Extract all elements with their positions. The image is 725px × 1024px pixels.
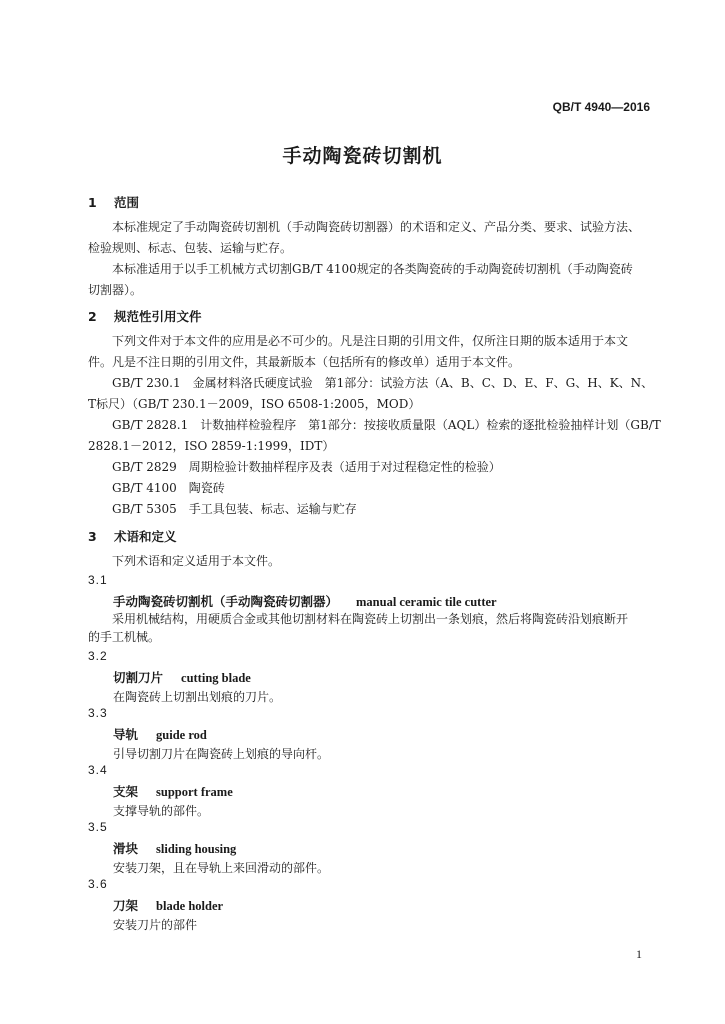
term-definition: 安装刀片的部件 — [113, 918, 198, 932]
term-definition: 的手工机械。 — [88, 630, 161, 644]
standard-code: QB/T 4940—2016 — [552, 100, 650, 114]
paragraph-line: 本标准适用于以手工机械方式切割GB/T 4100规定的各类陶瓷砖的手动陶瓷砖切割机（手动陶瓷砖 — [112, 262, 633, 276]
term-zh: 切割刀片 — [113, 670, 164, 685]
term-name — [113, 896, 223, 914]
term-number: 3.2 — [88, 649, 108, 663]
page-number: 1 — [636, 947, 642, 961]
section-number: 2 — [88, 309, 97, 324]
term-en: manual ceramic tile cutter — [356, 595, 497, 609]
term-en: cutting blade — [181, 671, 251, 685]
term-definition: 在陶瓷砖上切割出划痕的刀片。 — [113, 690, 282, 704]
term-definition: 支撑导轨的部件。 — [113, 804, 210, 818]
reference-line: 2828.1－2012，ISO 2859-1:1999，IDT） — [88, 439, 335, 453]
section-number: 1 — [88, 195, 97, 210]
term-number: 3.6 — [88, 877, 108, 891]
term-en: support frame — [156, 785, 233, 799]
term-name — [113, 782, 233, 800]
reference-line: GB/T 4100 陶瓷砖 — [112, 481, 225, 495]
term-definition: 采用机械结构，用硬质合金或其他切割材料在陶瓷砖上切割出一条划痕，然后将陶瓷砖沿划痕断开 — [112, 612, 629, 626]
paragraph-line: 下列术语和定义适用于本文件。 — [112, 554, 281, 568]
paragraph-line: 检验规则、标志、包装、运输与贮存。 — [88, 241, 293, 255]
term-definition: 安装刀架，且在导轨上来回滑动的部件。 — [113, 861, 330, 875]
term-number: 3.5 — [88, 820, 108, 834]
paragraph-line: 本标准规定了手动陶瓷砖切割机（手动陶瓷砖切割器）的术语和定义、产品分类、要求、试验方法、 — [112, 220, 641, 234]
term-zh: 滑块 — [113, 841, 139, 856]
term-name — [113, 839, 236, 857]
reference-line: GB/T 2829 周期检验计数抽样程序及表（适用于对过程稳定性的检验） — [112, 460, 501, 474]
term-number: 3.1 — [88, 573, 108, 587]
term-name — [113, 592, 497, 610]
term-number: 3.4 — [88, 763, 108, 777]
term-zh: 导轨 — [113, 727, 139, 742]
section-3-heading — [88, 527, 177, 545]
section-title: 术语和定义 — [114, 529, 177, 544]
term-name — [113, 668, 251, 686]
section-title: 范围 — [114, 195, 140, 210]
section-1-heading — [88, 193, 139, 211]
term-definition: 引导切割刀片在陶瓷砖上划痕的导向杆。 — [113, 747, 330, 761]
term-zh: 刀架 — [113, 898, 139, 913]
term-en: guide rod — [156, 728, 207, 742]
document-title: 手动陶瓷砖切割机 — [282, 145, 443, 167]
term-en: blade holder — [156, 899, 224, 913]
reference-line: GB/T 2828.1 计数抽样检验程序 第1部分：按接收质量限（AQL）检索的逐批检验抽样计划（GB/T — [112, 418, 661, 432]
term-name — [113, 725, 207, 743]
section-2-heading — [88, 307, 202, 325]
term-en: sliding housing — [156, 842, 237, 856]
paragraph-line: 件。凡是不注日期的引用文件，其最新版本（包括所有的修改单）适用于本文件。 — [88, 355, 521, 369]
reference-line: GB/T 230.1 金属材料洛氏硬度试验 第1部分：试验方法（A、B、C、D、E、F、G、H、K、N、 — [112, 376, 654, 390]
section-title: 规范性引用文件 — [114, 309, 202, 324]
term-number: 3.3 — [88, 706, 108, 720]
paragraph-line: 切割器）。 — [88, 283, 143, 297]
paragraph-line: 下列文件对于本文件的应用是必不可少的。凡是注日期的引用文件，仅所注日期的版本适用于本文 — [112, 334, 629, 348]
term-zh: 支架 — [113, 784, 139, 799]
reference-line: GB/T 5305 手工具包装、标志、运输与贮存 — [112, 502, 357, 516]
term-zh: 手动陶瓷砖切割机（手动陶瓷砖切割器） — [113, 594, 339, 609]
section-number: 3 — [88, 529, 97, 544]
reference-line: T标尺）（GB/T 230.1－2009，ISO 6508-1:2005，MOD） — [88, 397, 421, 411]
